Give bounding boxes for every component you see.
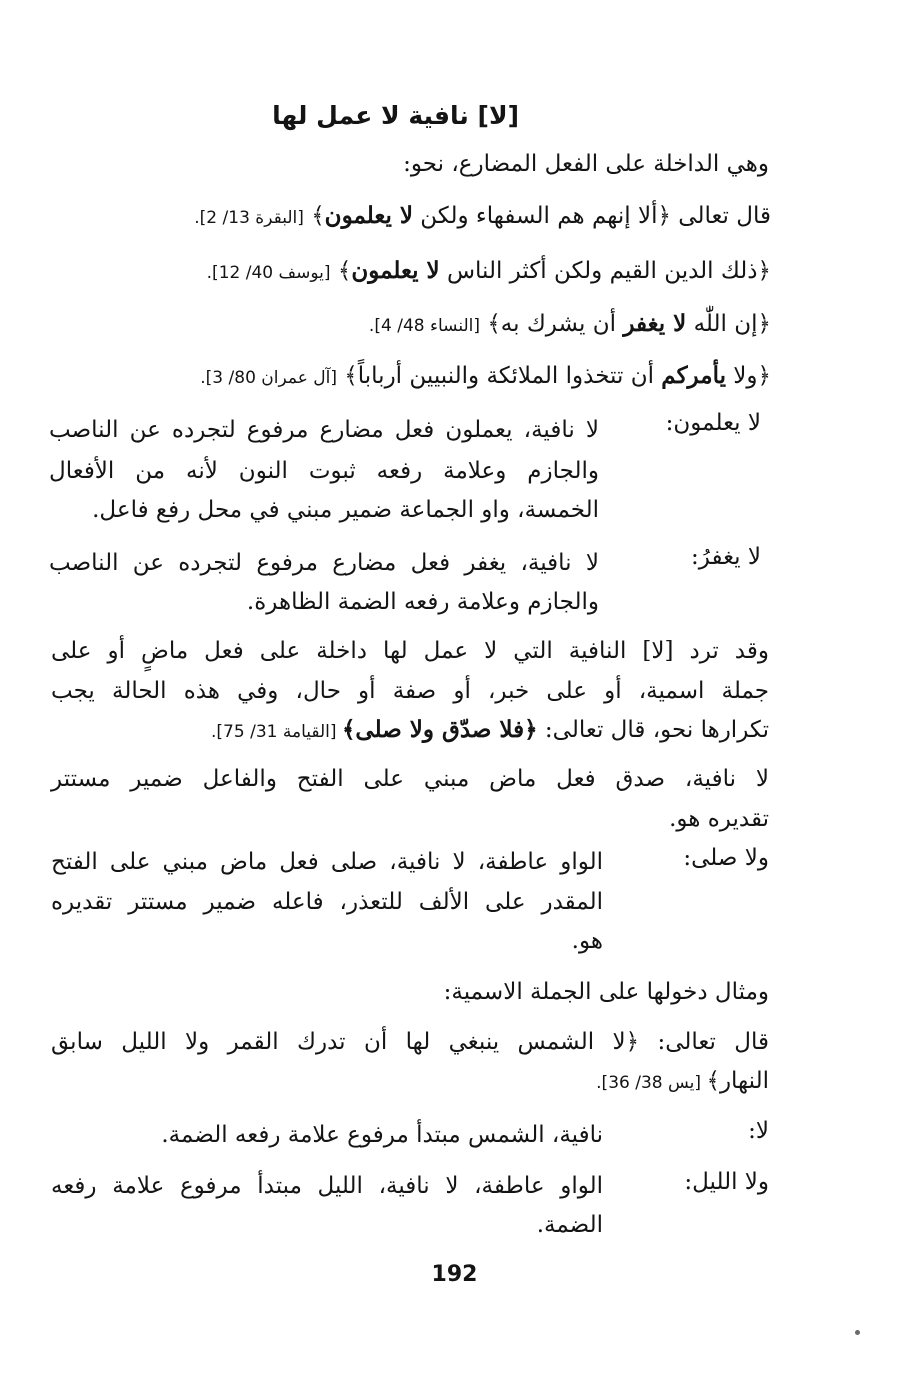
nominal-intro: ومثال دخولها على الجملة الاسمية: [443,979,769,1005]
verse-4-text-b: أن تتخذوا الملائكة والنبيين أرباباً﴾ [344,363,662,389]
analysis-4-line-3: هو. [571,928,603,954]
analysis-1-line-1: لا نافية، يعملون فعل مضارع مرفوع لتجرده عن الناصب [49,417,599,443]
verse-2-bold-word: لا يعلمون [351,257,440,284]
verse-3 [369,308,771,342]
verse-4 [200,360,771,394]
verse-4-reference: [آل عمران 80/ 3]. [200,368,337,388]
verse-1-bold-word: لا يعلمون [324,202,413,229]
analysis-6-line-2: الضمة. [536,1212,603,1238]
verse-5-text: النهار﴾ [706,1068,769,1094]
analysis-1-term: لا يعلمون: [665,410,761,436]
past-paragraph-line-1: وقد ترد [لا] النافية التي لا عمل لها داخلة على فعل ماضٍ أو على [51,638,769,664]
verse-2 [207,255,771,289]
analysis-4-line-2: المقدر على الألف للتعذر، فاعله ضمير مستتر تقديره [51,889,603,915]
verse-2-text-a: ﴿ذلك الدين القيم ولكن أكثر الناس [439,258,771,284]
analysis-3-line-2: تقديره هو. [669,806,769,832]
analysis-2-term: لا يغفرُ: [691,544,761,570]
verse-1-reference: [البقرة 13/ 2]. [194,208,304,228]
past-paragraph-verse: ﴿فلا صدّق ولا صلى﴾ [341,716,538,743]
analysis-3-line-1: لا نافية، صدق فعل ماض مبني على الفتح والفاعل ضمير مستتر [51,766,769,792]
analysis-6-line-1: الواو عاطفة، لا نافية، الليل مبتدأ مرفوع علامة رفعه [51,1173,603,1199]
verse-2-reference: [يوسف 40/ 12]. [206,263,331,283]
past-paragraph-text: تكرارها نحو، قال تعالى: [537,717,769,743]
analysis-1-line-2: والجازم وعلامة رفعه ثبوت النون لأنه من الأفعال [49,458,599,484]
verse-4-text-a: ﴿ولا [725,363,771,389]
analysis-6-term: ولا الليل: [684,1169,769,1195]
past-paragraph-line-2: جملة اسمية، أو على خبر، أو صفة أو حال، وفي هذه الحالة يجب [51,678,769,704]
past-paragraph-reference: [القيامة 31/ 75]. [210,722,342,742]
verse-3-text-a: ﴿إن اللّٰه [686,311,771,337]
verse-1-prefix: قال تعالى [670,203,771,229]
verse-1-text-b: ﴾ [311,203,325,229]
analysis-5-line-1: نافية، الشمس مبتدأ مرفوع علامة رفعه الضمة. [161,1122,603,1148]
page-number: 192 [431,1262,478,1287]
analysis-2-line-2: والجازم وعلامة رفعه الضمة الظاهرة. [246,589,599,615]
verse-3-bold-word: لا يغفر [623,310,687,337]
scan-speck [855,1330,860,1335]
verse-5-reference: [يس 38/ 36]. [596,1073,707,1093]
analysis-2-line-1: لا نافية، يغفر فعل مضارع مرفوع لتجرده عن الناصب [49,550,599,576]
analysis-5-term: لا: [748,1118,769,1144]
verse-1-text-a: ﴿ألا إنهم هم السفهاء ولكن [412,203,671,229]
page-heading: [لا] نافية لا عمل لها [272,101,519,130]
verse-5-line-2 [596,1065,769,1099]
verse-3-reference: [النساء 48/ 4]. [368,316,480,336]
verse-5-line-1: قال تعالى: ﴿لا الشمس ينبغي لها أن تدرك القمر ولا الليل سابق [51,1029,769,1055]
analysis-1-line-3: الخمسة، واو الجماعة ضمير مبني في محل رفع فاعل. [92,497,599,523]
past-paragraph-line-3 [211,714,769,748]
verse-4-bold-word: يأمركم [661,362,726,389]
analysis-4-line-1: الواو عاطفة، لا نافية، صلى فعل ماض مبني على الفتح [51,849,603,875]
intro-text: وهي الداخلة على الفعل المضارع، نحو: [403,151,769,177]
verse-1 [194,200,771,234]
verse-2-text-b: ﴾ [337,258,352,284]
verse-3-text-b: أن يشرك به﴾ [487,311,624,337]
analysis-4-term: ولا صلى: [683,845,769,871]
